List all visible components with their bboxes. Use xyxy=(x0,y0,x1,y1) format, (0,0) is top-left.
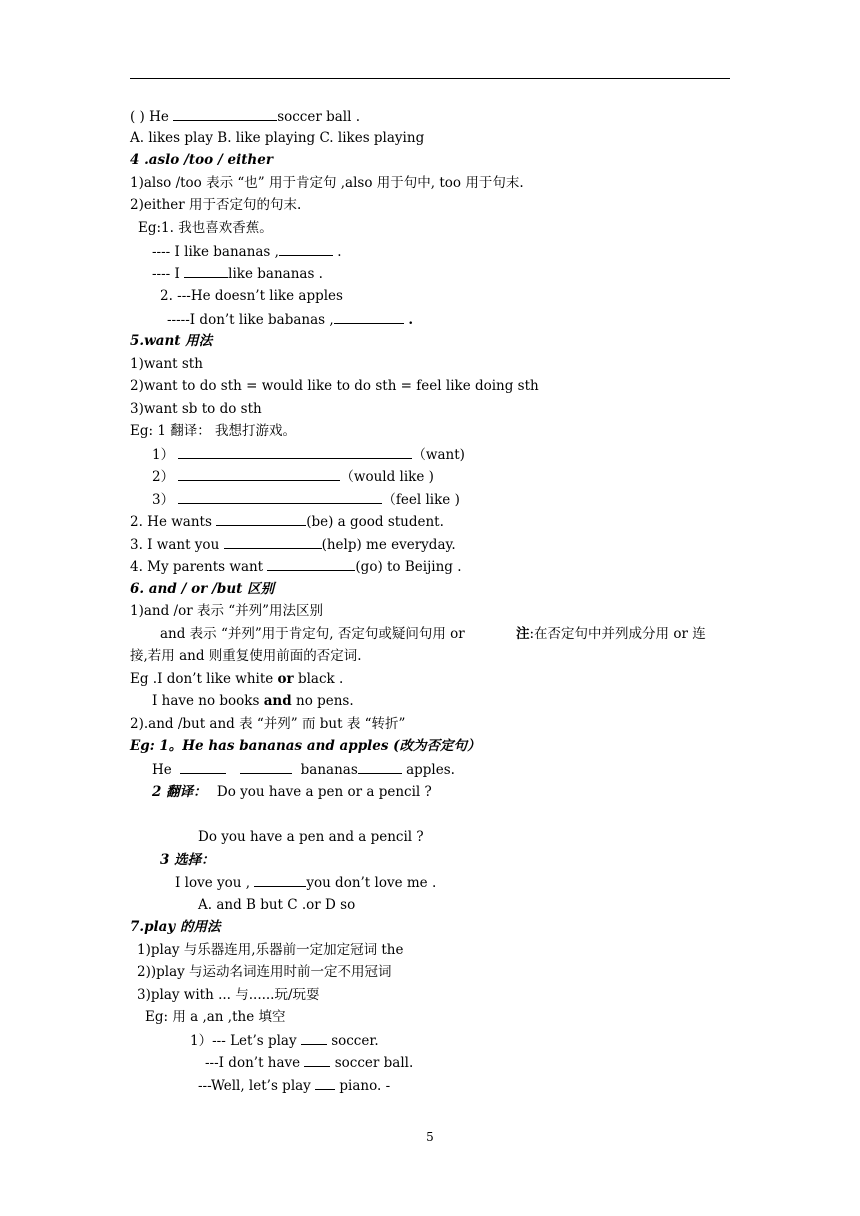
translation-line: 2 翻译： Do you have a pen or a pencil ? xyxy=(152,784,432,800)
translation-line: 3） （feel like ) xyxy=(152,492,460,508)
note-text: 注:在否定句中并列成分用 or 连 xyxy=(516,626,706,642)
answer-blank[interactable] xyxy=(304,1053,330,1067)
example-label: Eg: 1 翻译： 我想打游戏。 xyxy=(130,423,297,439)
rule-text: 3)play with ... 与......玩/玩耍 xyxy=(137,987,320,1003)
exercise-line: 4. My parents want (go) to Beijing . xyxy=(130,559,462,575)
section-heading-5: 5.want 用法 xyxy=(130,333,213,349)
answer-blank[interactable] xyxy=(173,107,277,121)
rule-text: 1)and /or 表示 “并列”用法区别 xyxy=(130,603,324,619)
rule-text: 1)also /too 表示 “也” 用于肯定句 ,also 用于句中, too 用于句末. xyxy=(130,175,524,191)
answer-blank[interactable] xyxy=(315,1076,335,1090)
rule-text: 1)want sth xyxy=(130,356,203,372)
rule-text: 3)want sb to do sth xyxy=(130,401,262,417)
exercise-line: 2. He wants (be) a good student. xyxy=(130,514,444,530)
section-heading-4: 4 .aslo /too / either xyxy=(130,152,273,168)
example-label: Eg: 用 a ,an ,the 填空 xyxy=(145,1009,286,1025)
answer-blank[interactable] xyxy=(279,242,333,256)
translation-line: 1） （want) xyxy=(152,447,465,463)
exercise-line: 1）--- Let’s play soccer. xyxy=(190,1033,379,1049)
exercise-line: ---I don’t have soccer ball. xyxy=(205,1055,414,1071)
example-label: Eg: 1。He has bananas and apples (改为否定句） xyxy=(130,738,481,754)
answer-blank[interactable] xyxy=(240,760,292,774)
answer-blank[interactable] xyxy=(180,760,226,774)
example-line: ---- I like bananas . xyxy=(152,266,323,282)
answer-blank[interactable] xyxy=(358,760,402,774)
answer-blank[interactable] xyxy=(224,535,322,549)
answer-blank[interactable] xyxy=(178,467,340,481)
section-heading-6: 6. and / or /but 区别 xyxy=(130,581,275,597)
example-label: 3 选择： xyxy=(160,852,215,868)
rule-text: 2))play 与运动名词连用时前一定不用冠词 xyxy=(137,964,392,980)
exercise-line: 3. I want you (help) me everyday. xyxy=(130,537,456,553)
page-number: 5 xyxy=(426,1130,434,1144)
choice-options: A. likes play B. like playing C. likes playing xyxy=(130,130,425,146)
translation-line: Do you have a pen and a pencil ? xyxy=(198,829,424,845)
section-heading-7: 7.play 的用法 xyxy=(130,919,221,935)
example-line: I have no books and no pens. xyxy=(152,693,354,709)
answer-blank[interactable] xyxy=(184,264,228,278)
exercise-line: I love you , you don’t love me . xyxy=(175,875,437,891)
answer-blank[interactable] xyxy=(178,490,382,504)
rule-text: 2)want to do sth = would like to do sth = feel like doing sth xyxy=(130,378,539,394)
rule-text-a: and 表示 “并列”用于肯定句, 否定句或疑问句用 or xyxy=(160,626,465,642)
example-line: Eg .I don’t like white or black . xyxy=(130,671,344,687)
answer-blank[interactable] xyxy=(301,1031,327,1045)
example-label: Eg:1. 我也喜欢香蕉。 xyxy=(138,220,273,236)
answer-blank[interactable] xyxy=(254,873,306,887)
answer-blank[interactable] xyxy=(216,512,306,526)
answer-blank[interactable] xyxy=(178,445,412,459)
exercise-line: ---Well, let’s play piano. - xyxy=(198,1078,391,1094)
choice-options: A. and B but C .or D so xyxy=(198,897,356,913)
header-rule xyxy=(130,78,730,79)
answer-blank[interactable] xyxy=(267,557,355,571)
rule-text: 2).and /but and 表 “并列” 而 but 表 “转折” xyxy=(130,716,406,732)
rule-text: 接,若用 and 则重复使用前面的否定词. xyxy=(130,648,362,664)
translation-line: 2） （would like ) xyxy=(152,469,434,485)
example-line: -----I don’t like babanas , . xyxy=(167,312,414,328)
rule-text: 1)play 与乐器连用,乐器前一定加定冠词 the xyxy=(137,942,404,958)
question-line: ( ) He soccer ball . xyxy=(130,109,361,125)
exercise-line: He bananas apples. xyxy=(152,762,455,778)
example-line: 2. ---He doesn’t like apples xyxy=(160,288,343,304)
answer-blank[interactable] xyxy=(334,310,404,324)
example-line: ---- I like bananas , . xyxy=(152,244,342,260)
rule-text: 2)either 用于否定句的句末. xyxy=(130,197,302,213)
